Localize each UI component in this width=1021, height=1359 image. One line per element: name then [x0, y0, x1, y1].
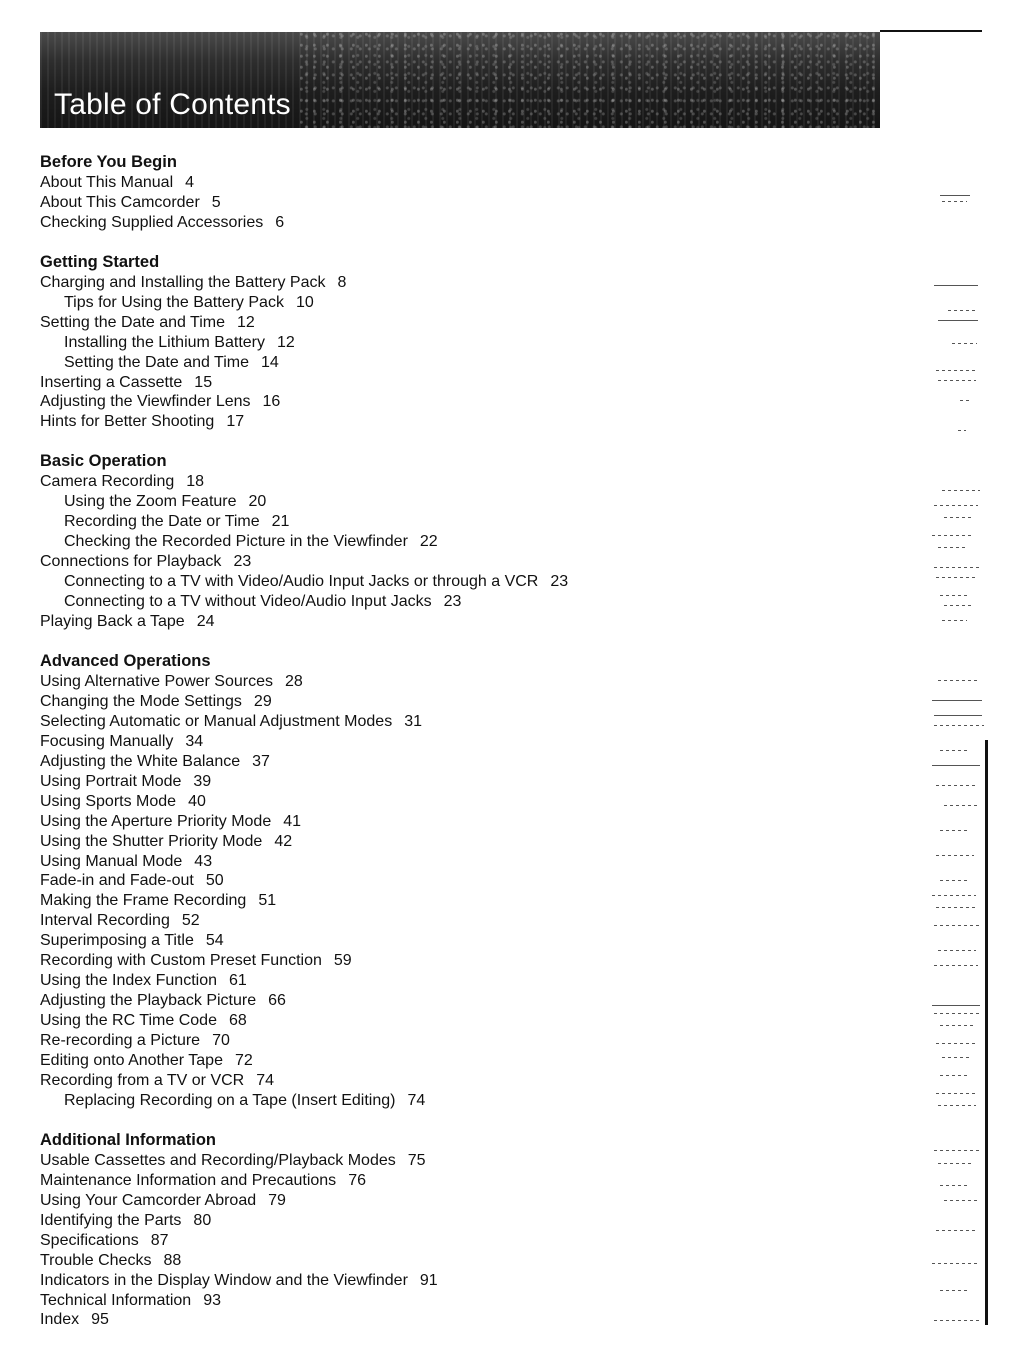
toc-entry-page: 39: [193, 772, 212, 790]
toc-entry-text: Changing the Mode Settings: [40, 692, 242, 710]
toc-entry-page: 59: [333, 952, 352, 970]
toc-entry-page: 52: [181, 912, 200, 930]
toc-entry-text: Recording from a TV or VCR: [40, 1071, 245, 1089]
toc-entry[interactable]: [40, 1171, 800, 1191]
scan-mark: [932, 1005, 980, 1006]
toc-entry-text: Technical Information: [40, 1291, 192, 1309]
toc-entry-text: Specifications: [40, 1231, 139, 1249]
toc-entry-text: Selecting Automatic or Manual Adjustment Modes: [40, 712, 393, 730]
toc-entry-text: Identifying the Parts: [40, 1211, 182, 1229]
toc-entry-text: Using the Index Function: [40, 972, 217, 990]
scan-mark: [932, 700, 982, 701]
toc-entry-page: 17: [226, 413, 245, 431]
toc-entry[interactable]: [40, 193, 800, 213]
toc-entry-text: Focusing Manually: [40, 732, 174, 750]
scan-mark: [934, 725, 984, 726]
toc-entry-page: 72: [234, 1052, 253, 1070]
toc-entry-page: 41: [283, 812, 302, 830]
toc-entry[interactable]: [40, 891, 800, 911]
toc-entry[interactable]: [40, 712, 800, 732]
toc-entry-page: 16: [262, 393, 281, 411]
scan-mark: [938, 1163, 974, 1164]
toc-entry[interactable]: [40, 1211, 800, 1231]
toc-entry-page: 24: [196, 613, 215, 631]
toc-entry[interactable]: [40, 931, 800, 951]
toc-entry-page: 22: [419, 533, 438, 551]
toc-entry-page: 37: [252, 752, 270, 770]
toc-entry-text: Adjusting the Playback Picture: [40, 992, 257, 1010]
toc-entry-page: 91: [419, 1271, 438, 1289]
toc-entry-page: 87: [150, 1231, 169, 1249]
toc-entry-page: 80: [193, 1211, 212, 1229]
toc-entry[interactable]: [40, 971, 800, 991]
toc-entry-page: 95: [91, 1311, 109, 1329]
scan-mark: [936, 1043, 976, 1044]
toc-entry-text: Using the RC Time Code: [40, 1012, 217, 1030]
toc-entry-text: Usable Cassettes and Recording/Playback Modes: [40, 1151, 396, 1169]
toc-entry-page: 74: [407, 1091, 426, 1109]
toc-entry[interactable]: [40, 552, 800, 572]
toc-section: [40, 153, 800, 233]
toc-entry-text: Playing Back a Tape: [40, 613, 185, 631]
toc-entry[interactable]: [40, 173, 800, 193]
toc-section: [40, 652, 800, 1111]
toc-entry[interactable]: [40, 1151, 800, 1171]
toc-section: [40, 253, 800, 433]
toc-entry-text: Connections for Playback: [40, 553, 222, 571]
toc-entry[interactable]: [40, 911, 800, 931]
scan-mark: [942, 490, 980, 491]
toc-entry[interactable]: [40, 273, 800, 293]
scan-mark: [938, 1105, 976, 1106]
scan-mark: [938, 680, 978, 681]
toc-entry-text: Using Alternative Power Sources: [40, 672, 273, 690]
toc-entry-page: 12: [237, 313, 255, 331]
scan-mark: [952, 343, 977, 344]
scan-mark: [940, 750, 970, 751]
toc-entry-page: 51: [258, 892, 277, 910]
toc-entry-page: 42: [274, 832, 293, 850]
scan-mark: [940, 1290, 970, 1291]
scan-mark: [936, 370, 976, 371]
scan-mark: [934, 285, 978, 286]
toc-entry-text: Recording the Date or Time: [64, 513, 260, 531]
section-title: Getting Started: [40, 252, 160, 271]
section-title: Additional Information: [40, 1130, 216, 1149]
section-title: Before You Begin: [40, 153, 177, 171]
toc-entry[interactable]: [40, 812, 800, 832]
scan-mark: [942, 1057, 972, 1058]
scan-mark: [944, 805, 978, 806]
toc-entry[interactable]: [40, 612, 800, 632]
toc-entry[interactable]: [40, 1011, 800, 1031]
toc-entry-page: 20: [248, 493, 267, 511]
scan-mark: [932, 895, 976, 896]
toc-entry-page: 93: [203, 1291, 221, 1309]
toc-entry-text: Setting the Date and Time: [64, 353, 249, 371]
toc-entry[interactable]: [40, 1231, 800, 1251]
top-rule: [880, 30, 982, 32]
scan-mark: [940, 880, 970, 881]
toc-entry-page: 12: [277, 333, 295, 351]
toc-entry-page: 34: [185, 732, 204, 750]
toc-entry-page: 29: [253, 692, 272, 710]
scan-mark: [960, 400, 972, 401]
toc-entry[interactable]: [40, 1031, 800, 1051]
toc-entry[interactable]: [40, 732, 800, 752]
toc-entry-page: 18: [186, 473, 205, 491]
scan-mark: [944, 1200, 978, 1201]
toc-entry-page: 21: [271, 513, 290, 531]
toc-entry[interactable]: [40, 472, 800, 492]
toc-entry-text: Index: [40, 1311, 80, 1329]
toc-entry[interactable]: [40, 353, 800, 373]
toc-entry-text: Using the Aperture Priority Mode: [40, 812, 272, 830]
toc-entry[interactable]: [40, 213, 800, 233]
toc-entry-text: Maintenance Information and Precautions: [40, 1171, 337, 1189]
banner-texture: [300, 32, 880, 128]
toc-entry-page: 31: [404, 712, 422, 730]
scan-mark: [940, 595, 970, 596]
toc-entry-page: 23: [443, 593, 462, 611]
toc-entry-text: Hints for Better Shooting: [40, 413, 215, 431]
toc-entry[interactable]: [40, 672, 800, 692]
toc-entry-text: Adjusting the White Balance: [40, 752, 241, 770]
toc-entry-text: Interval Recording: [40, 912, 170, 930]
toc-entry-text: Checking Supplied Accessories: [40, 213, 264, 231]
toc-entry-page: 23: [550, 573, 569, 591]
toc-entry-text: Re-recording a Picture: [40, 1032, 201, 1050]
toc-entry[interactable]: [40, 1191, 800, 1211]
scan-mark: [936, 1093, 976, 1094]
toc-entry[interactable]: [40, 852, 800, 872]
toc-entry-text: About This Camcorder: [40, 193, 200, 211]
toc-entry[interactable]: [40, 792, 800, 812]
toc-entry[interactable]: [40, 1271, 800, 1291]
section-title: Advanced Operations: [40, 651, 211, 670]
title-banner: [40, 32, 880, 128]
toc-entry-text: About This Manual: [40, 173, 174, 191]
toc-entry[interactable]: [40, 1291, 800, 1311]
toc-entry[interactable]: [40, 333, 800, 353]
scan-mark: [934, 715, 982, 716]
scan-mark: [958, 430, 966, 431]
section-title: Basic Operation: [40, 452, 167, 471]
toc-entry[interactable]: [40, 772, 800, 792]
scan-mark: [934, 965, 978, 966]
toc-entry[interactable]: [40, 871, 800, 891]
scan-mark: [936, 1230, 976, 1231]
scan-mark: [936, 577, 976, 578]
toc-entry[interactable]: [40, 752, 800, 772]
toc-entry-page: 61: [229, 972, 247, 990]
toc-entry-text: Using Your Camcorder Abroad: [40, 1191, 257, 1209]
toc-entry-text: Using Sports Mode: [40, 792, 177, 810]
toc-entry[interactable]: [40, 592, 800, 612]
toc-entry-page: 8: [337, 273, 347, 291]
scan-mark: [934, 925, 980, 926]
toc-entry-page: 79: [268, 1191, 286, 1209]
toc-entry[interactable]: [40, 492, 800, 512]
toc-entry-text: Inserting a Cassette: [40, 373, 183, 391]
scan-mark: [942, 201, 967, 202]
toc-entry-page: 23: [233, 553, 252, 571]
scan-mark: [944, 605, 974, 606]
scan-mark: [934, 567, 979, 568]
toc-entry-page: 40: [188, 792, 206, 810]
toc-entry-text: Fade-in and Fade-out: [40, 872, 194, 890]
scan-mark: [940, 1185, 970, 1186]
toc-entry-page: 4: [185, 173, 195, 191]
table-of-contents: [40, 153, 800, 1350]
toc-entry-page: 68: [228, 1012, 247, 1030]
toc-entry-text: Checking the Recorded Picture in the Viewfinder: [64, 533, 408, 551]
scan-mark: [934, 1013, 980, 1014]
scan-mark: [934, 1320, 980, 1321]
toc-entry[interactable]: [40, 412, 800, 432]
scan-mark: [932, 1263, 978, 1264]
scan-mark: [938, 950, 976, 951]
scan-mark: [938, 547, 968, 548]
toc-entry[interactable]: [40, 572, 800, 592]
toc-entry-page: 28: [285, 672, 303, 690]
toc-entry[interactable]: [40, 1051, 800, 1071]
scan-mark: [944, 517, 974, 518]
toc-entry-page: 5: [211, 193, 221, 211]
scan-mark: [940, 1025, 974, 1026]
scan-mark: [940, 830, 970, 831]
toc-entry-text: Adjusting the Viewfinder Lens: [40, 393, 251, 411]
toc-entry[interactable]: [40, 951, 800, 971]
scan-mark: [942, 620, 967, 621]
scan-mark: [932, 765, 980, 766]
toc-entry-page: 10: [295, 293, 314, 311]
toc-entry-text: Recording with Custom Preset Function: [40, 952, 322, 970]
scan-mark: [936, 785, 976, 786]
toc-entry-page: 6: [275, 213, 285, 231]
toc-entry-page: 15: [194, 373, 213, 391]
toc-entry-text: Setting the Date and Time: [40, 313, 225, 331]
margin-bar: [985, 740, 988, 1325]
toc-entry-text: Indicators in the Display Window and the Viewfinder: [40, 1271, 408, 1289]
toc-entry-page: 14: [261, 353, 279, 371]
toc-entry-page: 76: [348, 1171, 366, 1189]
toc-entry-text: Connecting to a TV without Video/Audio Input Jacks: [64, 593, 432, 611]
toc-entry[interactable]: [40, 832, 800, 852]
scan-mark: [938, 380, 976, 381]
toc-entry-page: 50: [205, 872, 224, 890]
toc-entry[interactable]: [40, 532, 800, 552]
scan-mark: [936, 855, 974, 856]
toc-section: [40, 1131, 800, 1331]
toc-entry[interactable]: [40, 1091, 800, 1111]
scan-mark: [940, 1075, 970, 1076]
toc-entry-page: 43: [194, 852, 213, 870]
toc-entry-page: 74: [256, 1071, 275, 1089]
toc-entry-text: Replacing Recording on a Tape (Insert Editing): [64, 1091, 396, 1109]
toc-entry-text: Superimposing a Title: [40, 932, 194, 950]
toc-entry[interactable]: [40, 991, 800, 1011]
page-title: Table of Contents: [54, 88, 291, 121]
toc-entry-text: Using the Shutter Priority Mode: [40, 832, 263, 850]
toc-entry[interactable]: [40, 392, 800, 412]
toc-entry-page: 54: [205, 932, 224, 950]
toc-entry-text: Connecting to a TV with Video/Audio Input Jacks or through a VCR: [64, 573, 539, 591]
toc-entry-text: Tips for Using the Battery Pack: [64, 293, 284, 311]
toc-entry[interactable]: [40, 1071, 800, 1091]
toc-entry[interactable]: [40, 1251, 800, 1271]
margin-marks: [930, 195, 985, 1325]
scan-mark: [940, 195, 970, 196]
toc-entry-page: 66: [268, 992, 286, 1010]
toc-entry-text: Making the Frame Recording: [40, 892, 247, 910]
toc-entry-text: Using Portrait Mode: [40, 772, 182, 790]
toc-entry-page: 70: [212, 1032, 230, 1050]
scan-mark: [948, 310, 978, 311]
toc-entry-page: 75: [407, 1151, 426, 1169]
toc-entry[interactable]: [40, 313, 800, 333]
scan-mark: [936, 907, 976, 908]
toc-entry-text: Editing onto Another Tape: [40, 1052, 223, 1070]
toc-entry[interactable]: [40, 512, 800, 532]
scan-mark: [934, 505, 978, 506]
toc-entry-text: Using the Zoom Feature: [64, 493, 237, 511]
toc-entry[interactable]: [40, 692, 800, 712]
toc-entry-text: Camera Recording: [40, 473, 175, 491]
toc-entry-text: Charging and Installing the Battery Pack: [40, 273, 326, 291]
toc-section: [40, 452, 800, 632]
toc-entry-text: Using Manual Mode: [40, 852, 183, 870]
toc-entry[interactable]: [40, 293, 800, 313]
toc-entry[interactable]: [40, 1310, 800, 1330]
scan-mark: [932, 535, 972, 536]
toc-entry-text: Installing the Lithium Battery: [64, 333, 265, 351]
scan-mark: [934, 1150, 980, 1151]
toc-entry[interactable]: [40, 373, 800, 393]
scan-mark: [938, 320, 978, 321]
toc-entry-page: 88: [163, 1251, 182, 1269]
toc-entry-text: Trouble Checks: [40, 1251, 152, 1269]
